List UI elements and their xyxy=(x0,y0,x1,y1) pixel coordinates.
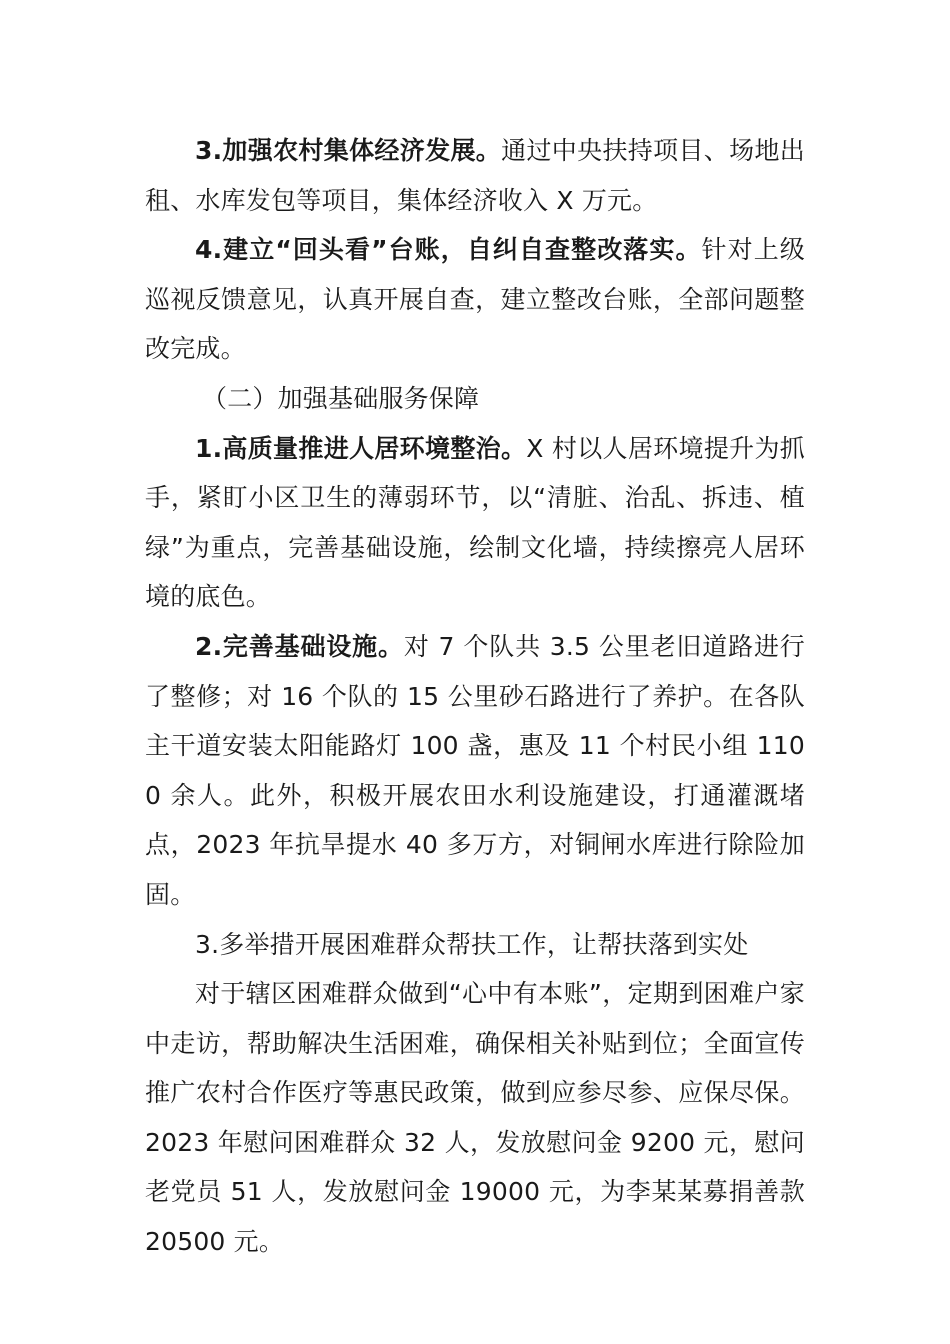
paragraph-body: 对 7 个队共 3.5 公里老旧道路进行了整修；对 16 个队的 15 公里砂石路进行了养护。在各队主干道安装太阳能路灯 100 盏，惠及 11 个村民小组 1100 余人。此外，积极开展农田水利设施建设，打通灌溉堵点，2023 年抗旱提水 40 多万方，对铜闸水库进行除险加固。 xyxy=(145,631,805,909)
paragraph-living-environment xyxy=(145,424,805,622)
paragraph-lead: 1.高质量推进人居环境整治。 xyxy=(195,433,527,463)
paragraph-body: 针对上级巡视反馈意见，认真开展自查，建立整改台账，全部问题整改完成。 xyxy=(145,235,805,364)
paragraph-collective-economy xyxy=(145,126,805,225)
paragraph-assistance-details xyxy=(145,969,805,1267)
paragraph-infrastructure xyxy=(145,622,805,920)
paragraph-body: X 村以人居环境提升为抓手，紧盯小区卫生的薄弱环节，以“清脏、治乱、拆违、植绿”为重点，完善基础设施，绘制文化墙，持续擦亮人居环境的底色。 xyxy=(145,433,805,612)
paragraph-lead: 3.加强农村集体经济发展。 xyxy=(195,136,502,165)
section-heading xyxy=(145,374,805,424)
section-heading-text: （二）加强基础服务保障 xyxy=(202,383,480,413)
paragraph-review-ledger xyxy=(145,225,805,374)
paragraph-body: 3.多举措开展困难群众帮扶工作，让帮扶落到实处 xyxy=(195,929,749,959)
paragraph-lead: 4.建立“回头看”台账，自纠自查整改落实。 xyxy=(195,235,702,265)
document-page xyxy=(145,126,805,1267)
paragraph-body: 通过中央扶持项目、场地出租、水库发包等项目，集体经济收入 X 万元。 xyxy=(145,136,805,215)
paragraph-assistance-heading xyxy=(145,920,805,970)
paragraph-lead: 2.完善基础设施。 xyxy=(195,631,404,661)
paragraph-body: 对于辖区困难群众做到“心中有本账”，定期到困难户家中走访，帮助解决生活困难，确保相关补贴到位；全面宣传推广农村合作医疗等惠民政策，做到应参尽参、应保尽保。2023 年慰问困难群众 32 人，发放慰问金 9200 元，慰问老党员 51 人，发放慰问金 19000 元，为李某某募捐善款 20500 元。 xyxy=(145,979,805,1257)
